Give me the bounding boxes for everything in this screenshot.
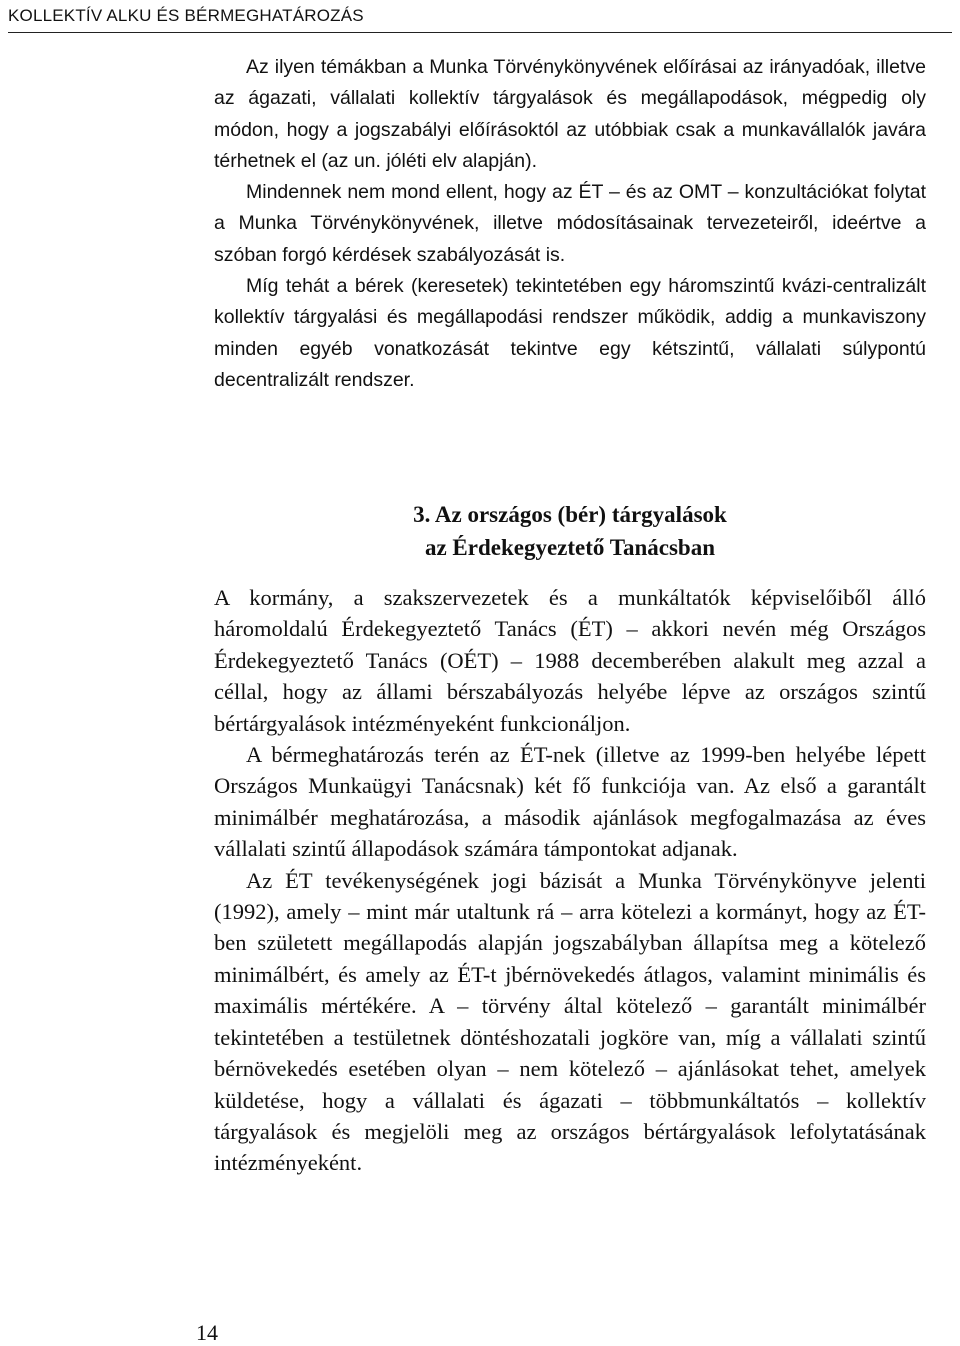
paragraph-labor-code-rules: Az ilyen témákban a Munka Törvénykönyvének előírásai az irányadóak, illetve az ágazati, vállalati kollektív tárgyalások és megállapodások, mégpedig oly módon, hogy a jogszabályi előírásoktól az utóbbiak csak a munkavállalók javára térhetnek el (az un. jóléti elv alapján).: [214, 56, 926, 172]
paragraph-wage-system-summary: Míg tehát a bérek (keresetek) tekintetében egy háromszintű kvázi-centralizált kollektív tárgyalási és megállapodási rendszer működik, addig a munkaviszony minden egyéb vonatkozását tekintve egy kétszintű, vállalati súlypontú decentralizált rendszer.: [214, 275, 926, 391]
running-header-title: KOLLEKTÍV ALKU ÉS BÉRMEGHATÁROZÁS: [8, 6, 364, 25]
running-header: [8, 4, 952, 33]
section-text-block: [214, 582, 926, 1179]
paragraph-et-consultations: Mindennek nem mond ellent, hogy az ÉT – és az OMT – konzultációkat folytat a Munka Törvénykönyvének, illetve módosításainak tervezeteiről, ideértve a szóban forgó kérdések szabályozását is.: [214, 181, 926, 266]
page-number: 14: [196, 1320, 218, 1345]
body-text-block: [214, 52, 926, 396]
section-heading-line-2: az Érdekegyeztető Tanácsban: [424, 535, 716, 560]
paragraph-et-legal-basis: Az ÉT tevékenységének jogi bázisát a Munka Törvénykönyve jelenti (1992), amely – mint már utaltunk rá – arra kötelezi a kormányt, hogy az ÉT-ben született megállapodás alapján jogszabályban állapítsa meg a kötelező minimálbért, és amely az ÉT-t jbérnövekedés átlagos, valamint minimális és maximális mértékére. A – törvény által kötelező – garantált minimálbér tekintetében a testületnek döntéshozatali jogköre van, míg a vállalati szintű bérnövekedés esetében olyan – nem kötelező – ajánlásokat tehet, amelyek küldetése, hogy a vállalati és ágazati – többmunkáltatós – kollektív tárgyalások és megjelöli meg az országos bértárgyalások lefolytatásának intézményeként.: [214, 867, 926, 1176]
section-heading-line-1: 3. Az országos (bér) tárgyalások: [413, 502, 727, 527]
paragraph-et-functions: A bérmeghatározás terén az ÉT-nek (illetve az 1999-ben helyébe lépett Országos Munkaügyi Tanácsnak) két fő funkciója van. Az első a garantált minimálbér meghatározása, a második ajánlások megfogalmazása az éves vállalati szintű állapodások számára támpontokat adjanak.: [214, 742, 926, 862]
paragraph-et-founding: A kormány, a szakszervezetek és a munkáltatók képviselőiből álló háromoldalú Érdekegyeztető Tanács (ÉT) – akkori nevén még Országos Érdekegyeztető Tanács (OÉT) – 1988 decemberében alakult meg azzal a céllal, hogy az állami bérszabályozás helyébe lépve az országos szintű bértárgyalások intézményeként funkcionáljon.: [214, 585, 926, 736]
section-heading: [214, 498, 926, 564]
